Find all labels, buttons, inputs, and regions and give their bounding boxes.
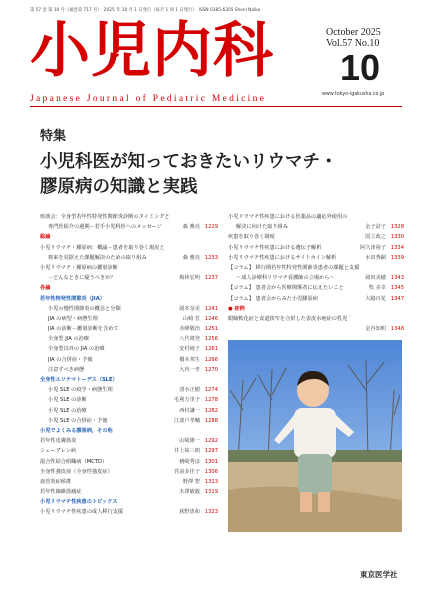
toc-entry-author: 八代将登 (179, 336, 200, 343)
toc-entry-author: 牧 美幸 (368, 285, 386, 292)
toc-entry (40, 355, 218, 365)
toc-entry-author: 梅林宏明 (179, 275, 200, 282)
toc-entry-author: 大脇百花 (365, 295, 386, 302)
toc-entry-page: 1330 (390, 234, 404, 241)
toc-entry-author: 森 雅亮 (182, 254, 200, 261)
journal-subtitle: Japanese Journal of Pediatric Medicine (30, 94, 267, 104)
volume-number: Vol.57 No.10 (326, 38, 380, 49)
toc-entry-title: 【コラム】 患者会から医療関係者に伝えたいこと (228, 285, 344, 292)
toc-entry-title: 各論 (40, 285, 51, 292)
toc-entry-author: 大内一孝 (179, 366, 200, 373)
feature-title-line2: 膠原病の知識と実践 (40, 177, 198, 197)
toc-entry-page: 1334 (390, 244, 404, 251)
toc-entry (40, 263, 218, 273)
toc-entry-author: 毛利万里子 (174, 397, 200, 404)
toc-entry (40, 283, 218, 293)
toc-entry-author: 宮前多佳子 (174, 468, 200, 475)
toc-entry-author: 楢崎秀彦 (179, 458, 200, 465)
toc-entry-title: 小児 SLE の疫学・病態生理 (48, 387, 113, 394)
toc-entry-title: 全身性強皮症（全身性強皮症） (40, 468, 113, 475)
toc-left-column (40, 212, 218, 518)
toc-entry-title: 小児リウマチ性疾患のトピックス (40, 499, 118, 506)
toc-entry-title: 眼瞼軟化症と食道狭窄を合併した表皮水疱症の乳児 (228, 315, 348, 322)
toc-entry-page: 1282 (204, 407, 218, 414)
toc-entry-title: ～成人診療科リウマチ看護師の立場から～ (236, 275, 335, 282)
toc-entry-author: 金谷知明 (365, 326, 386, 333)
toc-entry-title: 専門医紹介の週期－若手小児科医へのメッセージ (48, 224, 162, 231)
toc-entry-title: 【コラム】 患者会からみた小児膠原病 (228, 295, 318, 302)
toc-entry-author: 安村純子 (179, 346, 200, 353)
toc-entry-page: 1343 (390, 275, 404, 282)
toc-entry-title: 小児リウマチ性疾患における医薬品の適応外使用の (228, 214, 348, 220)
toc-entry-title: 注意すべき病態 (48, 366, 85, 373)
toc-entry-author: 橋本邦生 (179, 356, 200, 363)
toc-entry (228, 232, 404, 242)
toc-entry (40, 477, 218, 487)
toc-entry-page: 1301 (204, 458, 218, 465)
toc-entry-title: 小児リウマチ・膠原病：概論－患者を取り巻く現況と (40, 244, 165, 251)
toc-entry-title: JIA の病型・病態生理 (48, 315, 98, 322)
toc-entry-author: 西村謙一 (179, 407, 200, 414)
toc-entry-title: 若年性皮膚筋炎 (40, 438, 77, 445)
toc-entry-page: 1256 (204, 336, 218, 343)
toc-entry-author: 森 雅亮 (182, 224, 200, 231)
toc-entry (228, 314, 404, 324)
toc-entry (40, 324, 218, 334)
toc-entry-page: 1251 (204, 326, 218, 333)
toc-entry-author: 江波戸孝輔 (174, 417, 200, 424)
toc-entry-title: －どんなときに疑うべきか？ (48, 275, 116, 282)
toc-entry-author: 野澤 智 (182, 478, 200, 485)
toc-entry (40, 457, 218, 467)
feature-label: 特集 (40, 129, 67, 144)
toc-entry-title: 疾患を取り巻く制度 (228, 234, 275, 241)
toc-entry-title: 小児リウマチ性疾患におけるサイトカイン解析 (228, 254, 337, 261)
toc-entry-title: 若年性線維筋痛症 (40, 489, 82, 496)
toc-entry-title: 小児リウマチ性疾患における遺伝子解析 (228, 244, 322, 251)
toc-entry-title: 全身型 JIA の治療 (48, 336, 90, 343)
cover-photo-child (228, 340, 402, 532)
toc-entry-page: 1241 (204, 305, 218, 312)
toc-entry (228, 212, 404, 222)
toc-entry (40, 294, 218, 304)
toc-entry-title: 全身性エリテマトーデス（SLE） (40, 377, 118, 383)
issue-info-line: 第 57 巻 第 10 号（通巻第 717 号） 2025 年 10 月 1 日発行（毎月 1 回 1 日発行） ISSN 0385-6305 Shoni Naika (30, 8, 261, 13)
toc-entry-page: 1347 (390, 295, 404, 302)
toc-entry-author: 山崎雄一 (179, 438, 200, 445)
issue-date: October 2025 (326, 27, 381, 38)
toc-entry-title: 小児 SLE の診断 (48, 397, 87, 404)
toc-entry (40, 232, 218, 242)
toc-entry-page: 1274 (204, 387, 218, 394)
toc-entry (40, 395, 218, 405)
toc-entry-author: 荻野恵和 (179, 509, 200, 516)
toc-entry (228, 283, 404, 293)
toc-entry-title: 【コラム】 移行期若年性特発性関節炎患者の課題と支援 (228, 264, 360, 271)
toc-entry (40, 436, 218, 446)
toc-entry-page: 1278 (204, 397, 218, 404)
toc-entry-title: 解決に向けた取り組み (236, 224, 288, 231)
journal-title: 小児内科 (30, 16, 274, 86)
toc-entry (40, 487, 218, 497)
toc-entry (40, 212, 218, 222)
toc-entry (228, 222, 404, 232)
toc-entry (40, 222, 218, 232)
toc-entry-author: 岡本奈美 (179, 305, 200, 312)
toc-entry-title: ● 症例 (228, 305, 245, 312)
toc-entry-title: 小児 SLE の治療 (48, 407, 87, 414)
toc-entry (228, 294, 404, 304)
toc-entry-page: 1237 (204, 275, 218, 282)
toc-entry-author: 金子詩子 (365, 224, 386, 231)
toc-entry-page: 1297 (204, 448, 218, 455)
toc-entry-title: シェーグレン病 (40, 448, 77, 455)
toc-entry-page: 1323 (204, 509, 218, 516)
toc-entry (228, 304, 404, 314)
toc-entry (228, 324, 404, 334)
toc-entry-title: 座談会：全身型若年性特発性関節炎診断のタイミングと (40, 214, 170, 220)
issue-number: 10 (340, 47, 381, 88)
toc-entry-title: 小児の慢性関節炎の概念と分類 (48, 305, 121, 312)
toc-entry-page: 1292 (204, 438, 218, 445)
toc-entry (40, 314, 218, 324)
toc-entry-page: 1345 (390, 285, 404, 292)
toc-entry (40, 385, 218, 395)
feature-title-line1: 小児科医が知っておきたいリウマチ・ (40, 152, 338, 172)
toc-entry-author: 山崎 晋 (182, 315, 200, 322)
toc-entry (40, 507, 218, 517)
toc-entry-page: 1313 (204, 478, 218, 485)
toc-entry-title: 小児リウマチ性疾患の成人移行支援 (40, 509, 124, 516)
toc-right-column (228, 212, 404, 334)
toc-entry-page: 1306 (204, 468, 218, 475)
toc-entry (228, 263, 404, 273)
toc-entry (228, 273, 404, 283)
toc-entry (40, 334, 218, 344)
toc-entry (40, 446, 218, 456)
toc-entry (40, 467, 218, 477)
toc-entry-page: 1266 (204, 356, 218, 363)
toc-entry-title: 血管炎症候群 (40, 478, 72, 485)
publisher-url: www.tokyo-igakusha.co.jp (322, 92, 385, 97)
toc-entry (40, 243, 218, 253)
header-divider (30, 106, 402, 107)
toc-entry-author: 国立政之 (365, 234, 386, 241)
toc-entry (40, 304, 218, 314)
toc-entry-author: 水田秀嗣 (365, 254, 386, 261)
toc-entry-author: 清水正樹 (179, 387, 200, 394)
toc-entry-page: 1261 (204, 346, 218, 353)
toc-entry-title: 将来を見据えた課題解決のための取り組み (48, 254, 147, 261)
toc-entry-page: 1233 (204, 254, 218, 261)
toc-entry-title: JIA の合併症・予後 (48, 356, 93, 363)
toc-entry (40, 365, 218, 375)
toc-entry-title: 若年性特発性関節炎（JIA） (40, 295, 105, 302)
toc-entry-title: 混合性結合組織病（MCTD） (40, 458, 108, 465)
toc-entry (40, 406, 218, 416)
toc-entry (40, 344, 218, 354)
toc-entry (40, 375, 218, 385)
publisher-name: 東京医学社 (360, 570, 398, 579)
toc-entry-page: 1288 (204, 417, 218, 424)
toc-entry-author: 岡田美穂 (365, 275, 386, 282)
toc-entry-page: 1328 (390, 224, 404, 231)
toc-entry-page: 1319 (204, 489, 218, 496)
toc-entry-page: 1348 (390, 326, 404, 333)
toc-entry-title: 全身型以外の JIA の治療 (48, 346, 105, 353)
toc-entry-page: 1229 (204, 224, 218, 231)
toc-entry (40, 253, 218, 263)
toc-entry-title: 小児リウマチ・膠原病の鑑別診断 (40, 264, 118, 271)
toc-entry (228, 243, 404, 253)
toc-entry-author: 井上祐三朗 (174, 448, 200, 455)
toc-entry-page: 1270 (204, 366, 218, 373)
toc-entry (228, 253, 404, 263)
toc-entry (40, 497, 218, 507)
toc-entry-title: 小児 SLE の合併症・予後 (48, 417, 108, 424)
toc-entry-author: 木澤敏毅 (179, 489, 200, 496)
toc-entry (40, 416, 218, 426)
toc-entry (40, 426, 218, 436)
toc-entry-page: 1339 (390, 254, 404, 261)
toc-entry-page: 1246 (204, 315, 218, 322)
toc-entry (40, 273, 218, 283)
toc-entry-author: 赤峰敬治 (179, 326, 200, 333)
toc-entry-title: 小児でよくみる膠原病，その他 (40, 427, 113, 434)
toc-entry-author: 阿久津裕子 (360, 244, 386, 251)
toc-entry-title: 総論 (40, 234, 51, 241)
toc-entry-title: JIA の診断－鑑別診断を含めて (48, 326, 119, 333)
